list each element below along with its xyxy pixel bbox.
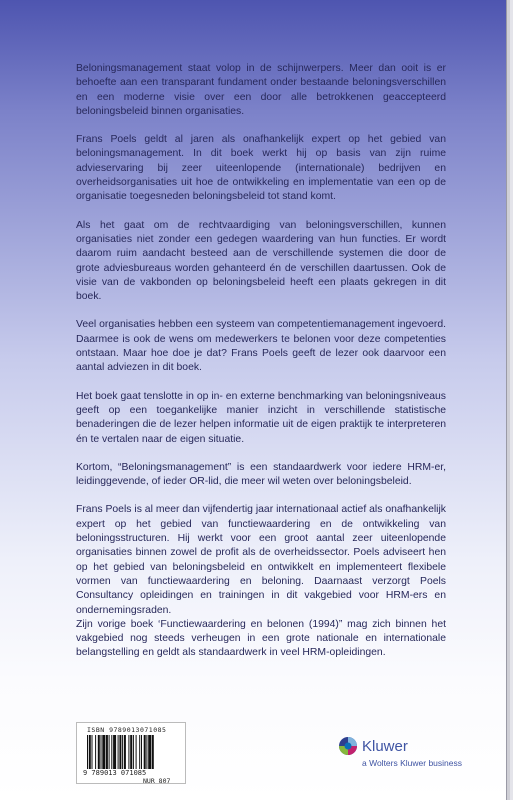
publisher-logo bbox=[338, 736, 488, 776]
barcode-bars bbox=[87, 735, 177, 769]
paragraph-function-valuation: Als het gaat om de rechtvaardiging van beloningsverschillen, kunnen organisaties niet zonder een gedegen waardering van hun functies. Er wordt daarom ruim aandacht besteed aan de verschillende systemen die door de grote adviesbureaus worden gehanteerd én de verschillen daartussen. Ook de visie van de vakbonden op beloningsbeleid heeft een plaats gekregen in dit boek. bbox=[76, 219, 446, 303]
isbn-label: ISBN 9789013071085 bbox=[87, 726, 167, 734]
paragraph-competence: Veel organisaties hebben een systeem van competentiemanagement ingevoerd. Daarmee is ook de wens om medewerkers te belonen voor deze competenties ontstaan. Maar hoe doe je dat? Frans Poels geeft de lezer ook daarvoor een aantal adviezen in dit boek. bbox=[76, 319, 446, 374]
isbn-barcode bbox=[76, 722, 186, 784]
paragraph-author-expertise: Frans Poels geldt al jaren als onafhankelijk expert op het gebied van beloningsmanagement. In dit boek werkt hij op basis van zijn ruime advieservaring bij zeer uiteenlopende (internationale) bedrijven en overheidsorganisaties uit hoe de ontwikkeling en implementatie van een op de organisatie toegesneden beloningsbeleid tot stand komt. bbox=[76, 134, 446, 203]
nur-code: NUR 807 bbox=[143, 777, 171, 785]
paragraph-author-bio: Frans Poels is al meer dan vijfendertig jaar internationaal actief als onafhankelijk expert op het gebied van functiewaardering en de ontwikkeling van beloningsstructuren. Hij werkt voor een groot aantal zeer uiteenlopende organisaties binnen zowel de profit als de overheidssector. Poels adviseert hen op het gebied van beloningsbeleid en ontwikkelt en implementeert flexibele vormen van functiewaardering en beloning. Daarnaast verzorgt Poels Consultancy opleidingen en trainingen in dit vakgebied voor HRM-ers en ondernemingsraden. bbox=[76, 504, 446, 616]
paragraph-previous-book: Zijn vorige boek ‘Functiewaardering en belonen (1994)” mag zich binnen het vakgebied nog steeds verheugen in een grote nationale en internationale belangstelling en geldt als standaardwerk in veel HRM-opleidingen. bbox=[76, 618, 446, 659]
blurb-text bbox=[76, 62, 446, 675]
publisher-name: Kluwer bbox=[362, 738, 408, 755]
publisher-tagline: a Wolters Kluwer business bbox=[362, 758, 462, 768]
paragraph-benchmarking: Het boek gaat tenslotte in op in- en externe benchmarking van beloningsniveaus geeft op een toegankelijke manier inzicht in verschillende statistische benaderingen die de lezer helpen informatie uit de eigen praktijk te interpreteren én te vertalen naar de eigen situatie. bbox=[76, 390, 446, 445]
kluwer-globe-icon bbox=[338, 736, 358, 756]
barcode-digits: 9 789013 071085 bbox=[83, 769, 147, 777]
paragraph-summary: Kortom, “Beloningsmanagement” is een standaardwerk voor iedere HRM-er, leidinggevende, of ieder OR-lid, die meer wil weten over beloningsbeleid. bbox=[76, 461, 446, 488]
paragraph-intro: Beloningsmanagement staat volop in de schijnwerpers. Meer dan ooit is er behoefte aan een transparant fundament onder bestaande beloningsverschillen en een moderne visie over een door alle betrokkenen geaccepteerd beloningsbeleid binnen organisaties. bbox=[76, 63, 446, 117]
